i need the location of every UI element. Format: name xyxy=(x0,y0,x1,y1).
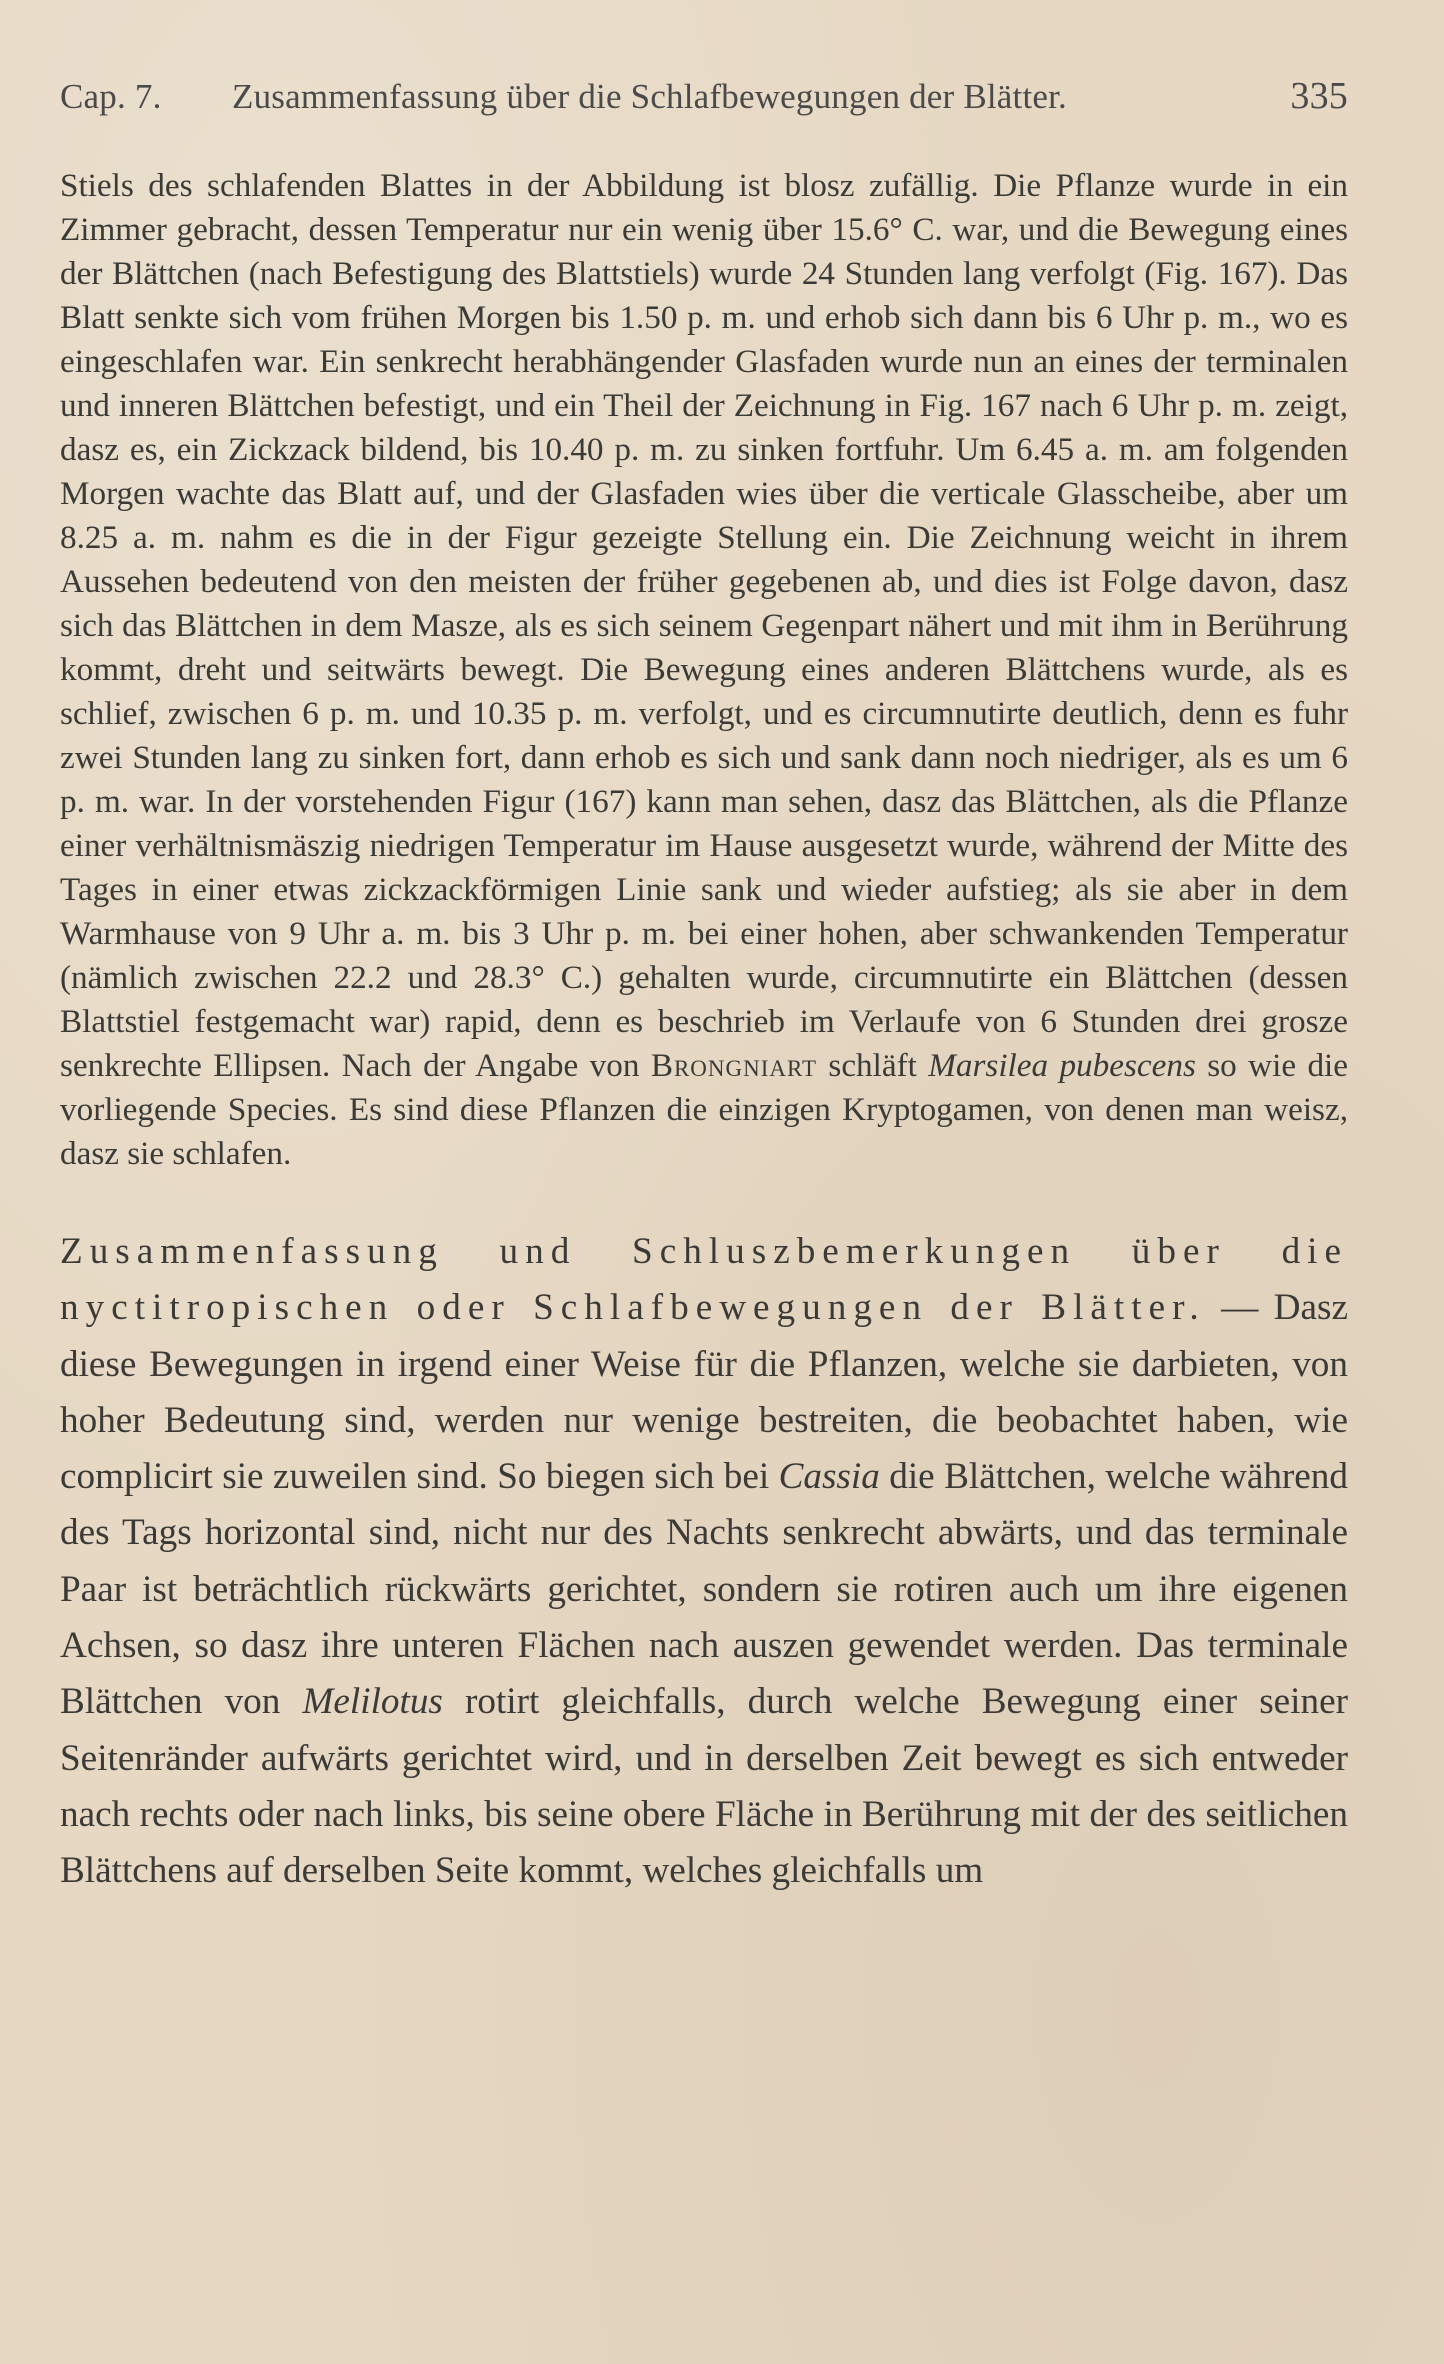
degree-sign: ° xyxy=(531,959,545,996)
text-run: schläft xyxy=(817,1047,929,1084)
chapter-label: Cap. 7. xyxy=(60,77,162,116)
text-run: so wie die vorliegende Species. Es sind diese Pflanzen die einzigen Kryptogamen, von denen man weisz, dasz sie schlafen. xyxy=(60,1047,1348,1172)
running-head xyxy=(60,74,1348,120)
genus-name: Melilotus xyxy=(302,1681,443,1723)
section-heading: Zusammenfassung und Schluszbemerkungen über die nyctitropischen oder Schlafbewegungen der Blätter. xyxy=(60,1231,1348,1329)
text-run: rotirt gleichfalls, durch welche Bewegung einer seiner Seitenränder aufwärts gerichtet wird, und in derselben Zeit bewegt es sich entweder nach rechts oder nach links, bis seine obere Fläche in Berührung mit der des seitlichen Blättchens auf derselben Seite kommt, welches gleichfalls um xyxy=(60,1681,1348,1892)
text-run: Dasz diese Bewegungen in irgend einer Weise für die Pflanzen, welche sie darbieten, von hoher Bedeutung sind, werden nur wenige bestreiten, die beobachtet haben, wie complicirt sie zuweilen sind. So biegen sich bei xyxy=(60,1287,1349,1498)
paragraph-summary xyxy=(60,1224,1348,1900)
genus-name: Cassia xyxy=(778,1456,880,1498)
heading-dash: — xyxy=(1205,1287,1274,1329)
degree-sign: ° xyxy=(889,211,903,248)
text-run: Stiels des schlafenden Blattes in der Abbildung ist blosz zufällig. Die Pflanze wurde in ein Zimmer gebracht, dessen Temperatur nur ein wenig über 15.6 xyxy=(60,167,1348,248)
paragraph-continuation xyxy=(60,164,1348,1176)
running-title: Zusammenfassung über die Schlafbewegungen der Blätter. xyxy=(232,77,1067,116)
text-run: C.) gehalten wurde, circumnutirte ein Blättchen (dessen Blattstiel festgemacht war) rapid, denn es beschrieb im Verlaufe von 6 Stunden drei grosze senkrechte Ellipsen. Nach der Angabe von xyxy=(60,959,1349,1084)
author-name: Brongniart xyxy=(650,1047,818,1084)
text-run: die Blättchen, welche während des Tags horizontal sind, nicht nur des Nachts senkrecht abwärts, und das terminale Paar ist beträchtlich rückwärts gerichtet, sondern sie rotiren auch um ihre eigenen Achsen, so dasz ihre unteren Flächen nach auszen gewendet werden. Das terminale Blättchen von xyxy=(60,1456,1348,1723)
text-run: C. war, und die Bewegung eines der Blättchen (nach Befestigung des Blattstiels) wurde 24 Stunden lang verfolgt (Fig. 167). Das Blatt senkte sich vom frühen Morgen bis 1.50 p. m. und erhob sich dann bis 6 Uhr p. m., wo es eingeschlafen war. Ein senkrecht herabhängender Glasfaden wurde nun an eines der terminalen und inneren Blättchen befestigt, und ein Theil der Zeichnung in Fig. 167 nach 6 Uhr p. m. zeigt, dasz es, ein Zickzack bildend, bis 10.40 p. m. zu sinken fortfuhr. Um 6.45 a. m. am folgenden Morgen wachte das Blatt auf, und der Glasfaden wies über die verticale Glasscheibe, aber um 8.25 a. m. nahm es die in der Figur gezeigte Stellung ein. Die Zeichnung weicht in ihrem Aussehen bedeutend von den meisten der früher gegebenen ab, und dies ist Folge davon, dasz sich das Blättchen in dem Masze, als es sich seinem Gegenpart nähert und mit ihm in Berührung kommt, dreht und seitwärts bewegt. Die Bewegung eines anderen Blättchens wurde, als es schlief, zwischen 6 p. m. und 10.35 p. m. verfolgt, und es circumnutirte deutlich, denn es fuhr zwei Stunden lang zu sinken fort, dann erhob es sich und sank dann noch niedriger, als es um 6 p. m. war. In der vorstehenden Figur (167) kann man sehen, dasz das Blättchen, als die Pflanze einer verhältnismäszig niedrigen Temperatur im Hause ausgesetzt wurde, während der Mitte des Tages in einer etwas zickzackförmigen Linie sank und wieder aufstieg; als sie aber in dem Warmhause von 9 Uhr a. m. bis 3 Uhr p. m. bei einer hohen, aber schwankenden Temperatur (nämlich zwischen 22.2 und 28.3 xyxy=(60,211,1348,996)
species-name: Marsilea pubescens xyxy=(928,1047,1196,1084)
page-number: 335 xyxy=(1290,75,1348,117)
